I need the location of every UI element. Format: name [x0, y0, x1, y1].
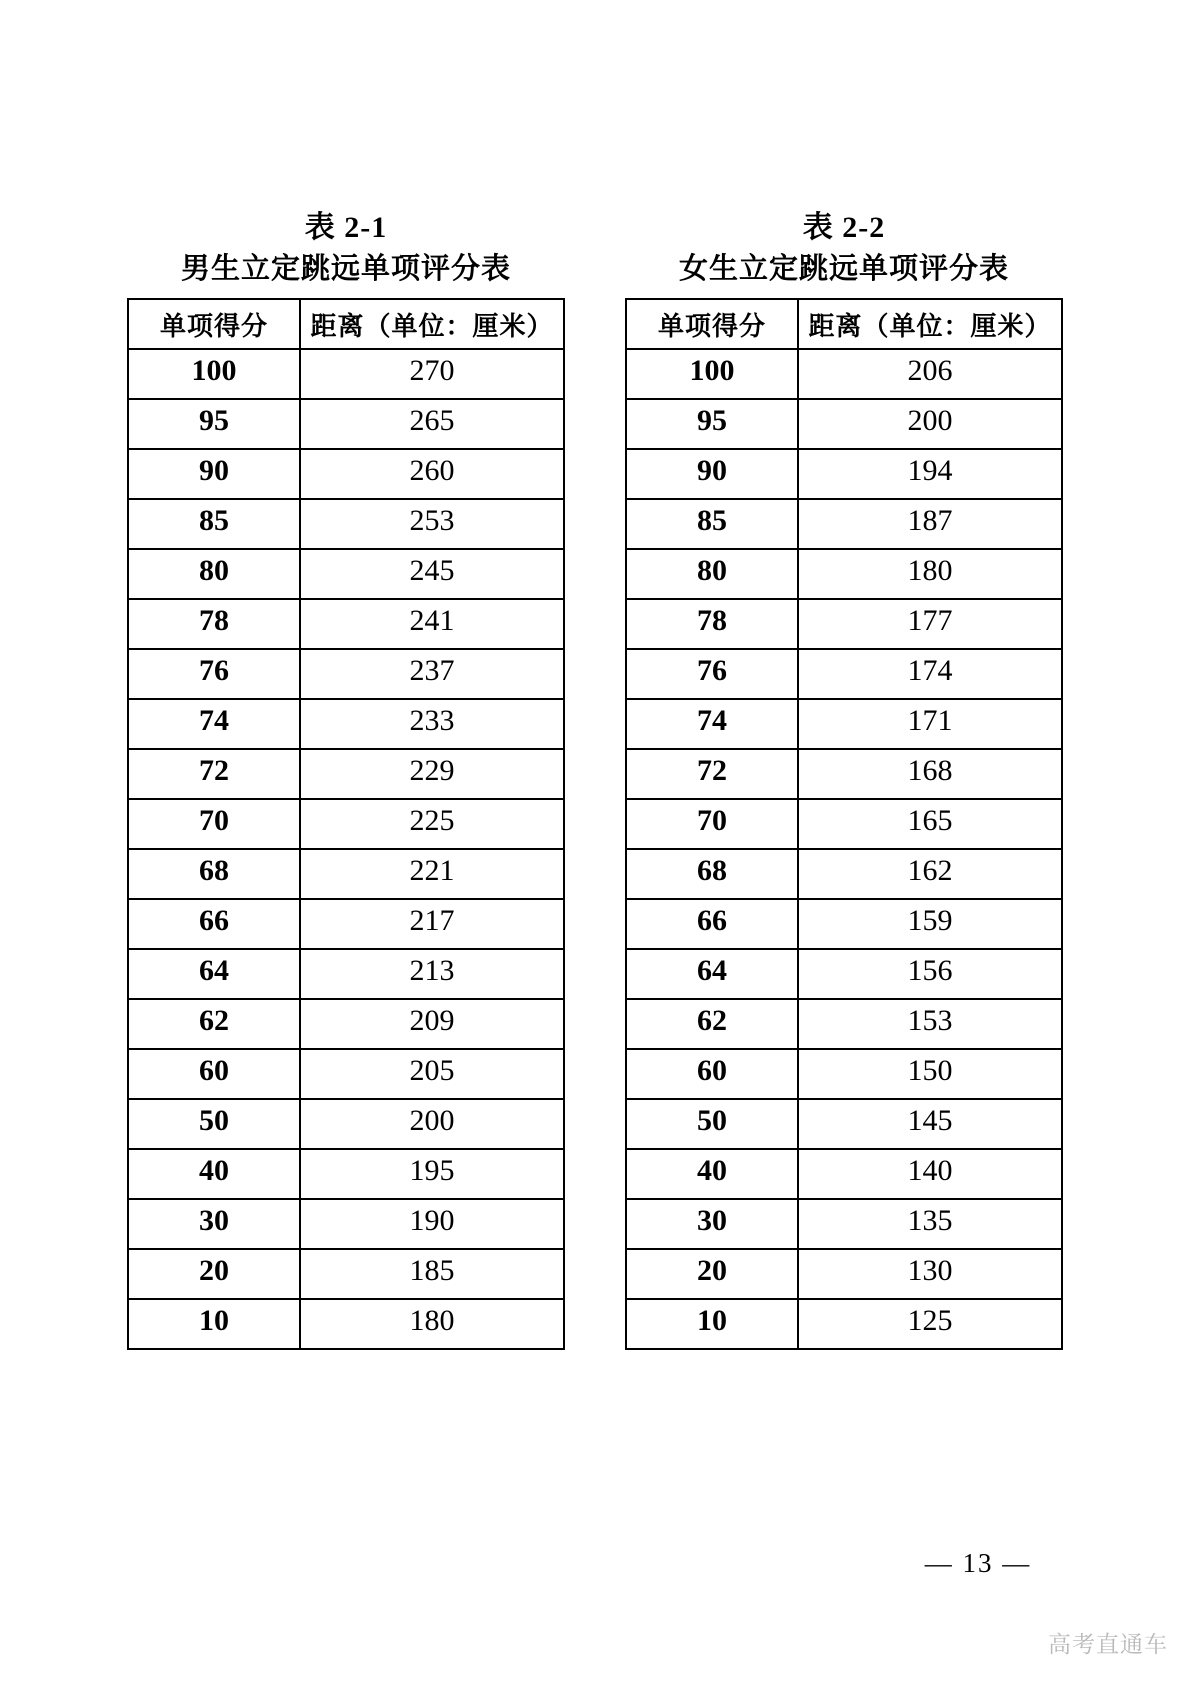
table-row	[128, 799, 564, 849]
table-row	[626, 499, 1062, 549]
distance-cell: 180	[798, 549, 1062, 599]
page-number: — 13 —	[924, 1548, 1032, 1578]
distance-cell: 200	[798, 399, 1062, 449]
female-table-caption: 表 2-2	[802, 211, 886, 244]
table-row	[128, 599, 564, 649]
table-row	[626, 1299, 1062, 1349]
score-cell: 74	[128, 699, 300, 749]
male-table-section	[127, 210, 565, 1350]
distance-cell: 253	[300, 499, 564, 549]
table-row	[626, 1049, 1062, 1099]
score-cell: 72	[626, 749, 798, 799]
table-row	[626, 799, 1062, 849]
table-row	[626, 949, 1062, 999]
score-cell: 10	[128, 1299, 300, 1349]
table-row	[626, 349, 1062, 399]
distance-cell: 245	[300, 549, 564, 599]
table-row	[128, 549, 564, 599]
score-cell: 40	[128, 1149, 300, 1199]
male-table-caption: 表 2-1	[304, 211, 388, 244]
table-row	[626, 1149, 1062, 1199]
score-cell: 95	[626, 399, 798, 449]
score-cell: 20	[626, 1249, 798, 1299]
distance-cell: 206	[798, 349, 1062, 399]
distance-cell: 221	[300, 849, 564, 899]
score-column-header: 单项得分	[626, 299, 798, 349]
male-table-title: 男生立定跳远单项评分表	[180, 253, 511, 285]
distance-cell: 187	[798, 499, 1062, 549]
table-row	[128, 1049, 564, 1099]
table-row	[128, 399, 564, 449]
distance-cell: 185	[300, 1249, 564, 1299]
score-cell: 78	[626, 599, 798, 649]
table-row	[626, 849, 1062, 899]
table-row	[128, 649, 564, 699]
female-table-section	[625, 210, 1063, 1350]
distance-cell: 162	[798, 849, 1062, 899]
score-cell: 30	[626, 1199, 798, 1249]
score-cell: 72	[128, 749, 300, 799]
distance-cell: 213	[300, 949, 564, 999]
table-row	[128, 1149, 564, 1199]
table-row	[626, 1099, 1062, 1149]
score-cell: 100	[128, 349, 300, 399]
score-cell: 90	[626, 449, 798, 499]
female-table-title: 女生立定跳远单项评分表	[678, 253, 1009, 285]
table-row	[128, 449, 564, 499]
score-cell: 90	[128, 449, 300, 499]
score-cell: 60	[128, 1049, 300, 1099]
table-row	[128, 1199, 564, 1249]
table-row	[626, 1249, 1062, 1299]
distance-column-header: 距离（单位：厘米）	[300, 299, 564, 349]
score-cell: 64	[626, 949, 798, 999]
distance-cell: 165	[798, 799, 1062, 849]
score-cell: 100	[626, 349, 798, 399]
score-cell: 76	[626, 649, 798, 699]
distance-cell: 270	[300, 349, 564, 399]
table-row	[626, 549, 1062, 599]
distance-cell: 237	[300, 649, 564, 699]
distance-cell: 194	[798, 449, 1062, 499]
distance-cell: 177	[798, 599, 1062, 649]
distance-cell: 153	[798, 999, 1062, 1049]
table-row	[128, 749, 564, 799]
distance-cell: 156	[798, 949, 1062, 999]
distance-cell: 260	[300, 449, 564, 499]
table-row	[128, 949, 564, 999]
table-row	[128, 1099, 564, 1149]
distance-cell: 225	[300, 799, 564, 849]
score-cell: 30	[128, 1199, 300, 1249]
table-row	[128, 499, 564, 549]
table-row	[626, 699, 1062, 749]
distance-cell: 233	[300, 699, 564, 749]
table-row	[128, 1249, 564, 1299]
score-cell: 70	[626, 799, 798, 849]
distance-cell: 150	[798, 1049, 1062, 1099]
score-cell: 66	[626, 899, 798, 949]
distance-cell: 205	[300, 1049, 564, 1099]
table-row	[626, 999, 1062, 1049]
distance-cell: 195	[300, 1149, 564, 1199]
score-cell: 62	[128, 999, 300, 1049]
score-cell: 76	[128, 649, 300, 699]
score-cell: 85	[128, 499, 300, 549]
distance-cell: 229	[300, 749, 564, 799]
score-cell: 20	[128, 1249, 300, 1299]
distance-cell: 168	[798, 749, 1062, 799]
table-row	[626, 1199, 1062, 1249]
score-cell: 50	[128, 1099, 300, 1149]
table-row	[128, 899, 564, 949]
distance-cell: 145	[798, 1099, 1062, 1149]
score-cell: 64	[128, 949, 300, 999]
table-row	[128, 1299, 564, 1349]
distance-cell: 159	[798, 899, 1062, 949]
table-row	[626, 649, 1062, 699]
score-cell: 85	[626, 499, 798, 549]
distance-cell: 174	[798, 649, 1062, 699]
score-cell: 78	[128, 599, 300, 649]
score-cell: 50	[626, 1099, 798, 1149]
header-row	[626, 299, 1062, 349]
score-cell: 80	[128, 549, 300, 599]
table-row	[128, 349, 564, 399]
distance-cell: 217	[300, 899, 564, 949]
distance-cell: 200	[300, 1099, 564, 1149]
distance-cell: 171	[798, 699, 1062, 749]
distance-column-header: 距离（单位：厘米）	[798, 299, 1062, 349]
watermark-text: 高考直通车	[1048, 1631, 1168, 1657]
distance-cell: 130	[798, 1249, 1062, 1299]
distance-cell: 135	[798, 1199, 1062, 1249]
table-row	[626, 599, 1062, 649]
distance-cell: 190	[300, 1199, 564, 1249]
distance-cell: 140	[798, 1149, 1062, 1199]
header-row	[128, 299, 564, 349]
table-row	[626, 399, 1062, 449]
distance-cell: 241	[300, 599, 564, 649]
table-row	[626, 749, 1062, 799]
score-cell: 40	[626, 1149, 798, 1199]
table-row	[128, 699, 564, 749]
distance-cell: 180	[300, 1299, 564, 1349]
table-row	[128, 849, 564, 899]
score-cell: 10	[626, 1299, 798, 1349]
distance-cell: 125	[798, 1299, 1062, 1349]
score-cell: 68	[626, 849, 798, 899]
distance-cell: 265	[300, 399, 564, 449]
male-score-table	[127, 298, 565, 1350]
score-cell: 60	[626, 1049, 798, 1099]
score-cell: 62	[626, 999, 798, 1049]
distance-cell: 209	[300, 999, 564, 1049]
table-row	[626, 449, 1062, 499]
score-cell: 80	[626, 549, 798, 599]
table-row	[128, 999, 564, 1049]
score-cell: 70	[128, 799, 300, 849]
female-score-table	[625, 298, 1063, 1350]
score-column-header: 单项得分	[128, 299, 300, 349]
score-cell: 95	[128, 399, 300, 449]
score-cell: 74	[626, 699, 798, 749]
score-cell: 66	[128, 899, 300, 949]
score-cell: 68	[128, 849, 300, 899]
table-row	[626, 899, 1062, 949]
